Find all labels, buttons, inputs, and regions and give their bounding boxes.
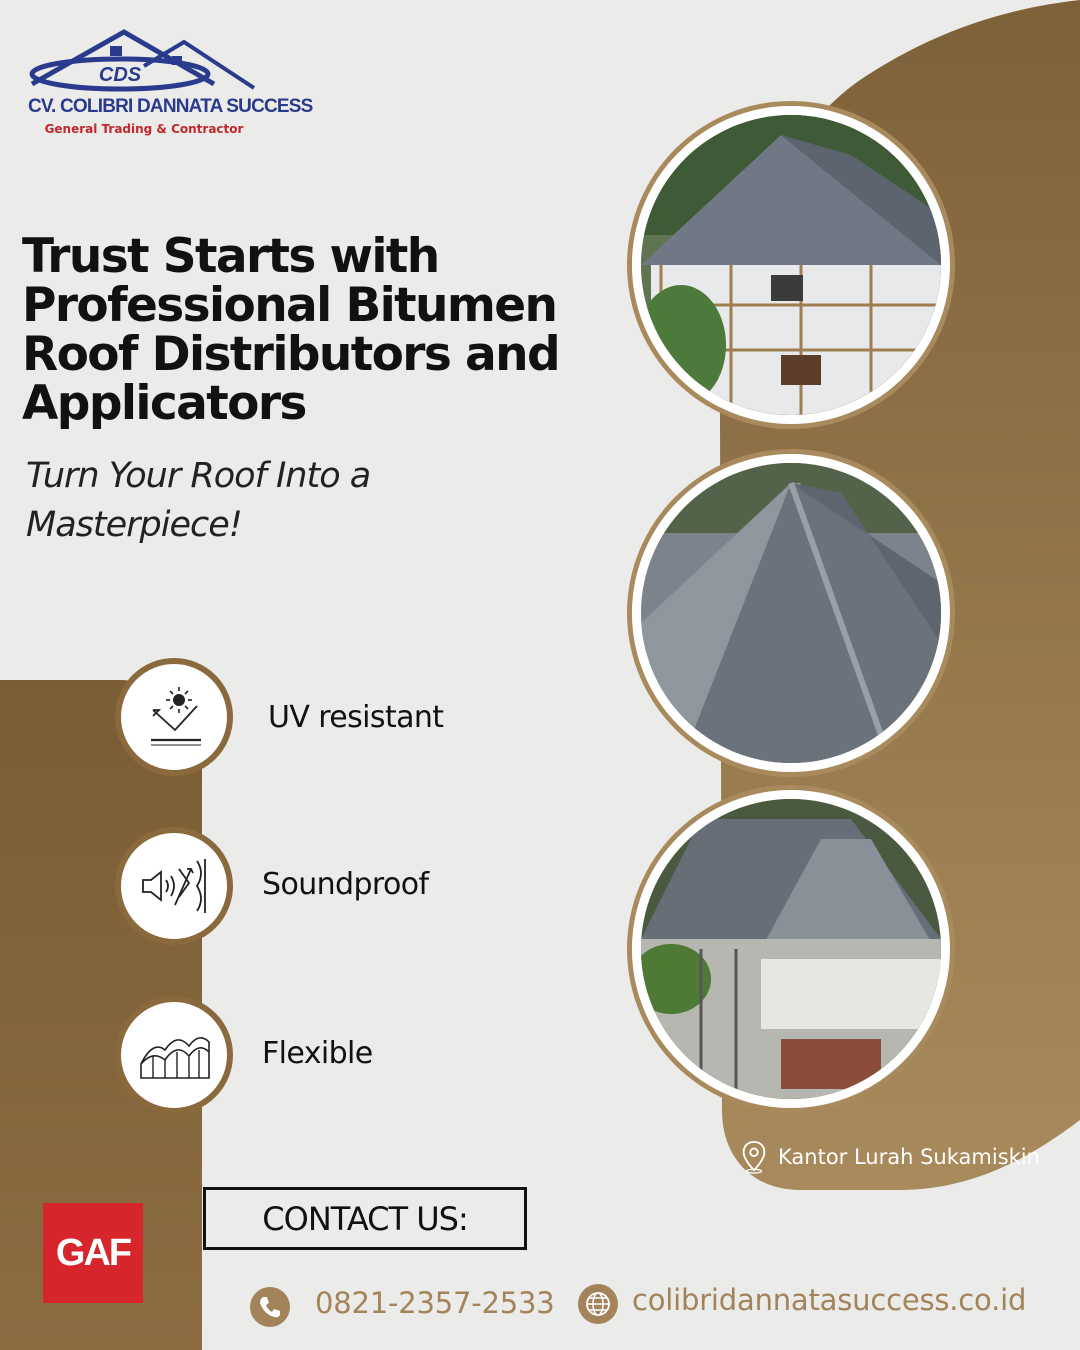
roof-photo-ridge [632, 454, 950, 772]
roof-photo-scaffolding [632, 106, 950, 424]
sound-wave-icon [135, 847, 213, 925]
location-pin-icon [740, 1140, 768, 1174]
company-tagline: General Trading & Contractor [44, 122, 244, 136]
roof-photo-building [632, 790, 950, 1108]
feature-badge-uv [115, 658, 233, 776]
logo-abbr: CDS [98, 64, 142, 86]
location [740, 1140, 1060, 1176]
feature-label-soundproof: Soundproof [262, 867, 429, 902]
feature-label-uv: UV resistant [268, 700, 444, 735]
feature-badge-flexible [115, 996, 233, 1114]
uv-sun-icon [135, 678, 213, 756]
gaf-logo: GAF [43, 1203, 143, 1303]
phone-number[interactable]: 0821-2357-2533 [315, 1286, 555, 1320]
page-title: Trust Starts with Professional Bitumen Roof Distributors and Applicators [22, 229, 560, 431]
company-name: CV. COLIBRI DANNATA SUCCESS [28, 96, 313, 117]
location-label: Kantor Lurah Sukamiskin [778, 1145, 1040, 1169]
flexible-shingle-icon [135, 1016, 213, 1094]
phone-icon [250, 1287, 290, 1327]
subheadline: Turn Your Roof Into a Masterpiece! [26, 456, 371, 545]
globe-icon [578, 1284, 618, 1324]
feature-badge-soundproof [115, 827, 233, 945]
feature-label-flexible: Flexible [262, 1036, 373, 1071]
contact-heading: CONTACT US: [203, 1187, 527, 1250]
website-link[interactable]: colibridannatasuccess.co.id [632, 1283, 1027, 1317]
